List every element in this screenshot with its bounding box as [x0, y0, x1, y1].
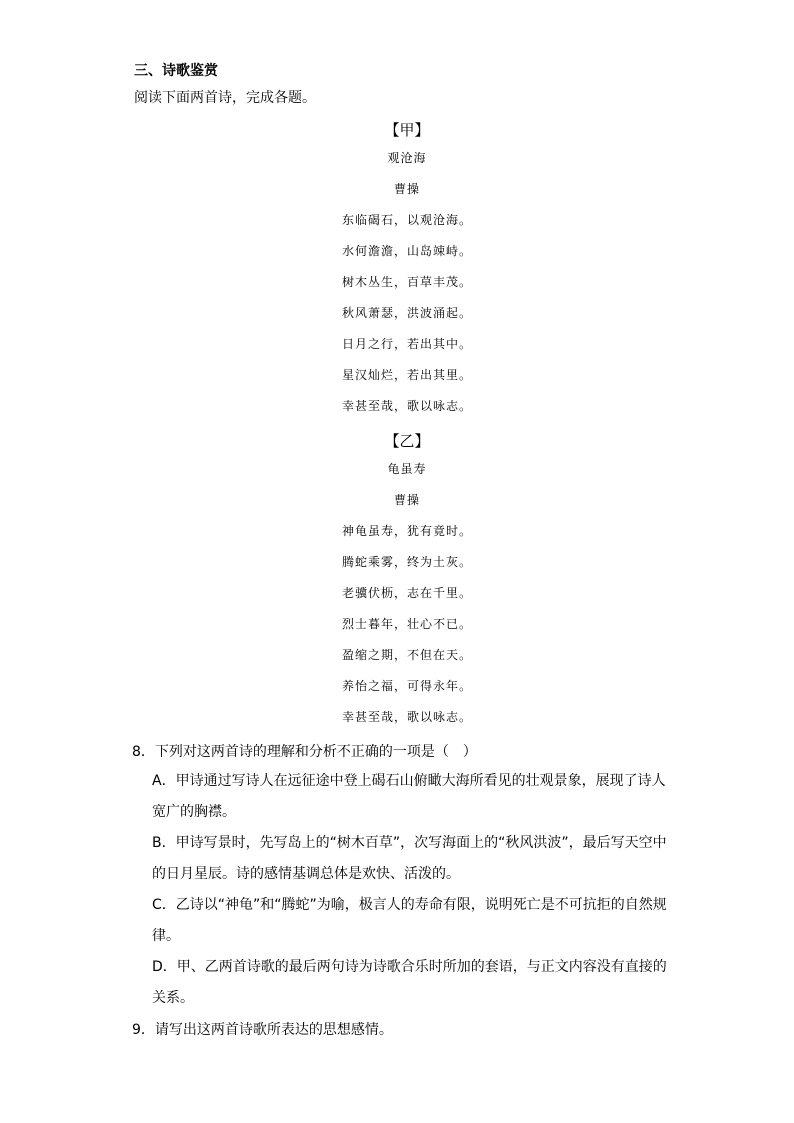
section-title: 三、诗歌鉴赏 — [134, 63, 218, 79]
question-9-stem: 9．请写出这两首诗歌所表达的思想感情。 — [132, 1022, 393, 1038]
poem-line: 日月之行，若出其中。 — [341, 337, 472, 351]
poem-marker: 【乙】 — [384, 432, 430, 450]
option-line: 的日月星辰。诗的感情基调总体是欢快、活泼的。 — [152, 866, 460, 882]
question-8-stem: 8．下列对这两首诗的理解和分析不正确的一项是（ ） — [132, 744, 477, 760]
poem-line: 东临碣石，以观沧海。 — [341, 213, 472, 227]
poem-line: 神龟虽寿，犹有竟时。 — [341, 524, 472, 538]
option-line: D．甲、乙两首诗歌的最后两句诗为诗歌合乐时所加的套语，与正文内容没有直接的 — [152, 959, 667, 975]
poem-line: 秋风萧瑟，洪波涌起。 — [341, 306, 472, 320]
option-line: A．甲诗通过写诗人在远征途中登上碣石山俯瞰大海所看见的壮观景象，展现了诗人 — [152, 773, 666, 789]
section-instruction: 阅读下面两首诗，完成各题。 — [134, 90, 316, 106]
option-line: C．乙诗以“神龟”和“腾蛇”为喻，极言人的寿命有限，说明死亡是不可抗拒的自然规 — [152, 897, 667, 913]
option-d — [132, 952, 672, 1014]
option-line: B．甲诗写景时，先写岛上的“树木百草”，次写海面上的“秋风洪波”，最后写天空中 — [152, 835, 667, 851]
poem-author: 曹操 — [393, 182, 420, 196]
poem-line: 树木丛生，百草丰茂。 — [341, 275, 472, 289]
questions — [132, 738, 672, 1044]
poem-b — [134, 428, 680, 733]
option-line: 律。 — [152, 928, 180, 944]
poem-author: 曹操 — [393, 493, 420, 507]
poem-line: 幸甚至哉，歌以咏志。 — [341, 710, 472, 724]
poem-line: 星汉灿烂，若出其里。 — [341, 368, 472, 382]
poem-line: 幸甚至哉，歌以咏志。 — [341, 399, 472, 413]
poem-line: 盈缩之期，不但在天。 — [341, 648, 472, 662]
poem-line: 养怡之福，可得永年。 — [341, 679, 472, 693]
option-a — [132, 766, 672, 828]
poem-title: 观沧海 — [387, 151, 427, 165]
poem-a — [134, 117, 680, 422]
poem-line: 烈士暮年，壮心不已。 — [341, 617, 472, 631]
poem-title: 龟虽寿 — [387, 462, 427, 476]
option-line: 关系。 — [152, 990, 194, 1006]
option-c — [132, 890, 672, 952]
poem-marker: 【甲】 — [384, 121, 430, 139]
poem-line: 老骥伏枥，志在千里。 — [341, 586, 472, 600]
option-line: 宽广的胸襟。 — [152, 804, 236, 820]
option-b — [132, 828, 672, 890]
poem-line: 腾蛇乘雾，终为土灰。 — [341, 555, 472, 569]
poem-line: 水何澹澹，山岛竦峙。 — [341, 244, 472, 258]
